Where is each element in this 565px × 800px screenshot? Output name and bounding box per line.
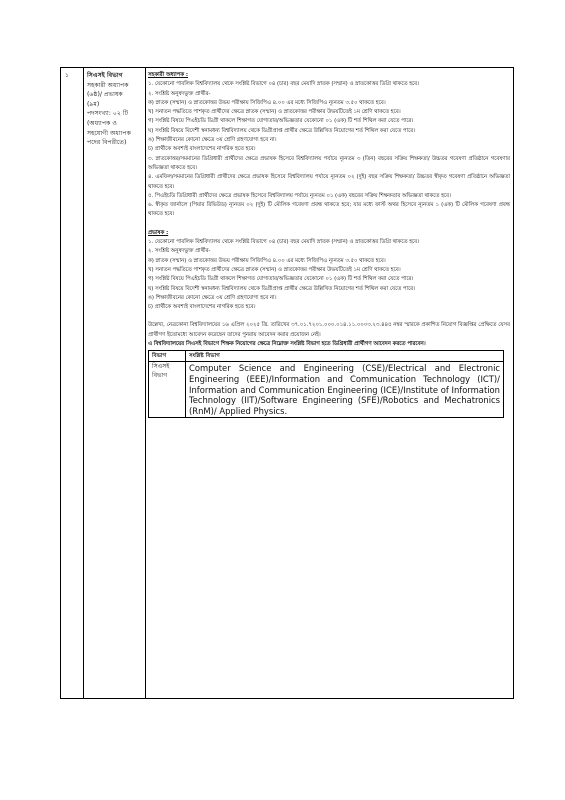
serial-number: ১	[65, 72, 70, 79]
requirement-item: গ) সংশ্লিষ্ট বিষয়ে পিএইচডি ডিগ্রী থাকলে শিক্ষাগত যোগ্যতার/অভিজ্ঞতার যেকোনো ০১ (এক) টি শর্ত শিথিল করা যেতে পারে।	[148, 276, 414, 283]
post-line: সহকারী অধ্যাপক	[87, 81, 129, 89]
requirement-item: ৪. এমফিল/সমমানের ডিগ্রিধারী প্রার্থীদের ক্ষেত্রে প্রভাষক হিসেবে বিশ্ববিদ্যালয় পর্যায়ে ন্যূনতম ০২ (দুই) বছর সক্রিয় শিক্ষকতা/ উচ্চতর স্বীকৃত গবেষণা প্রতিষ্ঠানে অভিজ্ঞতা থাকতে হবে।	[148, 174, 510, 190]
requirement-item: ঙ) শিক্ষাজীবনের কোনো ক্ষেত্রে ৩য় শ্রেণি গ্রহণযোগ্য হবে না।	[148, 294, 277, 301]
dept-cell: সিএসই বিভাগ	[149, 362, 186, 418]
post-line: (অধ্যাপক ও	[87, 119, 117, 127]
post-line: সিএসই বিভাগ	[87, 72, 123, 79]
requirement-item: ৫. পিএইচডি ডিগ্রিধারী প্রার্থীদের ক্ষেত্রে প্রভাষক হিসেবে বিশ্ববিদ্যালয় পর্যায়ে ন্যূনতম ০১ (এক) বছরের সক্রিয় শিক্ষকতার অভিজ্ঞতা থাকতে হবে।	[148, 192, 451, 199]
requirement-item: খ) সনাতন পদ্ধতিতে পাশকৃত প্রার্থীদের ক্ষেত্রে স্নাতক (সম্মান) ও স্নাতকোত্তর পরীক্ষার উভয়টিতেই ১ম শ্রেণি থাকতে হবে।	[148, 109, 401, 116]
requirement-item: চ) প্রার্থীকে অবশ্যই বাংলাদেশের নাগরিক হতে হবে।	[148, 304, 256, 311]
post-line: সহযোগী অধ্যাপক	[87, 129, 131, 137]
post-line: পদসংখ্যা: ০২ টি	[87, 110, 129, 118]
related-departments-cell: Computer Science and Engineering (CSE)/Electrical and Electronic Engineering (EEE)/Information and Communication Technology (ICT)/ Information and Communication Engineering (ICE)/Institute of Information Technology (IIT)/Software Engineering (SFE)/Robotics and Mechatronics (RnM)/ Applied Physics.	[186, 362, 504, 418]
related-column-header: সংশ্লিষ্ট বিভাগ	[186, 351, 504, 362]
post-info	[87, 71, 141, 148]
previous-applicants-note: উল্লেখ্য, নেত্রকোনা বিশ্ববিদ্যালয়ের ১৬ এপ্রিল ২০২৫ খ্রি. তারিখের ৩৭.০১.৭২০১.০০০.০১৪.১১.০০০৩.২৩.৪৪৫ নম্বর স্মারকে প্রকাশিত নিয়োগ বিজ্ঞপ্তির প্রেক্ষিতে যেসব প্রার্থীগণ ইতোমধ্যে আবেদন করেছেন তাদের পুনরায় আবেদন করার প্রয়োজন নেই।	[148, 322, 510, 338]
requirement-item: ৩. স্নাতকোত্তর/সমমানের ডিগ্রিধারী প্রার্থীদের ক্ষেত্রে প্রভাষক হিসেবে বিশ্ববিদ্যালয় পর্যায়ে ন্যূনতম ৩ (তিন) বছরের সক্রিয় শিক্ষকতা/ উচ্চতর গবেষণা প্রতিষ্ঠানে গবেষণার অভিজ্ঞতা থাকতে হবে।	[148, 155, 510, 171]
requirements-table	[60, 67, 514, 699]
column-divider	[83, 68, 84, 698]
requirement-item: খ) সনাতন পদ্ধতিতে পাশকৃত প্রার্থীদের ক্ষেত্রে স্নাতক (সম্মান) ও স্নাতকোত্তর পরীক্ষার উভয়টিতেই ১ম শ্রেণি থাকতে হবে।	[148, 266, 401, 273]
post-line: (৯ম)	[87, 100, 100, 108]
post-line: (৬ষ্ঠ)/ প্রভাষক	[87, 91, 123, 99]
requirement-item: চ) প্রার্থীকে অবশ্যই বাংলাদেশের নাগরিক হতে হবে।	[148, 146, 256, 153]
requirement-item: গ) সংশ্লিষ্ট বিষয়ে পিএইচডি ডিগ্রী থাকলে শিক্ষাগত যোগ্যতার/অভিজ্ঞতার যেকোনো ০১ (এক) টি শর্ত শিথিল করা যেতে পারে।	[148, 118, 414, 125]
requirement-item: ঘ) সংশ্লিষ্ট বিষয়ে বিদেশী স্বনামধন্য বিশ্ববিদ্যালয় থেকে ডিগ্রীপ্রাপ্ত প্রার্থীর ক্ষেত্রে উল্লিখিত নিয়োগের শর্ত শিথিল করা যেতে পারে।	[148, 285, 416, 292]
requirement-item: ৬. স্বীকৃত জার্নালে (পিয়ার রিভিউড) ন্যূনতম ০২ (দুই) টি মৌলিক গবেষণা প্রবন্ধ থাকতে হবে; যার মধ্যে ফার্স্ট অথর হিসেবে ন্যূনতম ১ (এক) টি মৌলিক গবেষণা প্রবন্ধ থাকতে হবে।	[148, 202, 510, 218]
eligible-departments-note: এ বিশ্ববিদ্যালয়ের সিএসই বিভাগে শিক্ষক নিয়োগের ক্ষেত্রে নিম্নোক্ত সংশ্লিষ্ট বিভাগ হতে ডিগ্রিধারী প্রার্থীগণ আবেদন করতে পারবেন।	[148, 341, 426, 348]
related-departments-table	[148, 350, 504, 418]
dept-column-header: বিভাগ	[149, 351, 186, 362]
requirement-item: ক) স্নাতক (সম্মান) ও স্নাতকোত্তর উভয় পরীক্ষায় সিজিপিএ ৪.০০ এর মধ্যে সিজিপিএ ন্যূনতম ৩.৫০ থাকতে হবে।	[148, 257, 386, 264]
lecturer-heading: প্রভাষক :	[148, 229, 169, 236]
asst-prof-heading: সহকারী অধ্যাপক :	[148, 72, 189, 78]
requirement-item: ঘ) সংশ্লিষ্ট বিষয়ে বিদেশী স্বনামধন্য বিশ্ববিদ্যালয় থেকে ডিগ্রীপ্রাপ্ত প্রার্থীর ক্ষেত্রে উল্লিখিত নিয়োগের শর্ত শিথিল করা যেতে পারে।	[148, 127, 416, 134]
requirement-item: ২. সংশ্লিষ্ট অনুষদভুক্ত প্রার্থীর-	[148, 248, 211, 255]
requirement-item: ঙ) শিক্ষাজীবনের কোনো ক্ষেত্রে ৩য় শ্রেণি গ্রহণযোগ্য হবে না।	[148, 137, 277, 144]
requirement-item: ১. যেকোনো পাবলিক বিশ্ববিদ্যালয় থেকে সংশ্লিষ্ট বিভাগে ০৪ (চার) বছর মেয়াদি স্নাতক (সম্মান) ও স্নাতকোত্তর ডিগ্রি থাকতে হবে।	[148, 239, 420, 246]
qualifications	[148, 71, 510, 418]
requirement-item: ক) স্নাতক (সম্মান) ও স্নাতকোত্তর উভয় পরীক্ষায় সিজিপিএ ৪.০০ এর মধ্যে সিজিপিএ ন্যূনতম ৩.৫০ থাকতে হবে।	[148, 99, 386, 106]
column-divider	[145, 68, 146, 698]
requirement-item: ২. সংশ্লিষ্ট অনুষদভুক্ত প্রার্থীর-	[148, 90, 211, 97]
requirement-item: ১. যেকোনো পাবলিক বিশ্ববিদ্যালয় থেকে সংশ্লিষ্ট বিভাগে ০৪ (চার) বছর মেয়াদি স্নাতক (সম্মান) ও স্নাতকোত্তর ডিগ্রি থাকতে হবে।	[148, 81, 420, 88]
post-line: পদের বিপরীতে)	[87, 139, 127, 147]
